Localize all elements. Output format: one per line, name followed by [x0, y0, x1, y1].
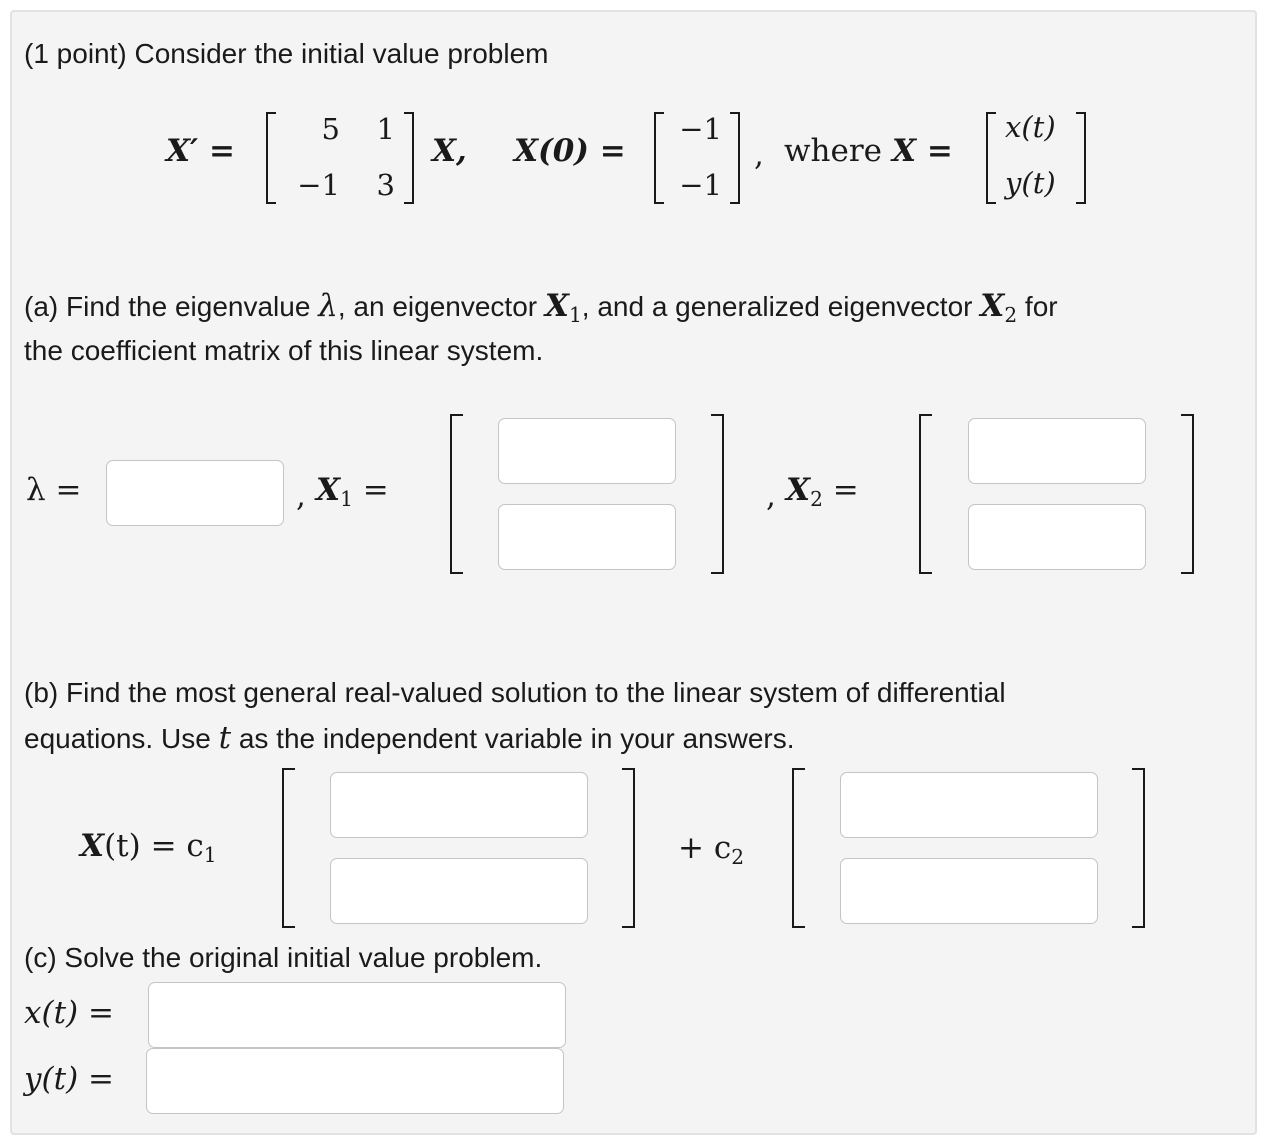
- solution1-left-bracket: [282, 768, 295, 928]
- initial-condition-label: X(0) =: [514, 133, 626, 169]
- x2-component-2-input[interactable]: [968, 504, 1146, 570]
- solution2-component-1-input[interactable]: [840, 772, 1098, 838]
- lambda-label: λ =: [26, 472, 82, 508]
- part-a-text-3: , and a generalized eigenvector: [581, 291, 981, 322]
- solution2-left-bracket: [792, 768, 805, 928]
- where-variable: X =: [892, 133, 953, 169]
- x2-label: $X_2$ =: [786, 472, 859, 512]
- state-right-bracket: [1076, 112, 1086, 204]
- general-solution-label: $X(t) = c_1$: [80, 828, 217, 868]
- x1-left-bracket: [450, 414, 463, 574]
- problem-intro: (1 point) Consider the initial value problem: [24, 38, 549, 69]
- y-of-t-input[interactable]: [146, 1048, 564, 1114]
- comma-before-x2: ,: [766, 478, 776, 514]
- matrix-a12: 1: [376, 112, 395, 146]
- x1-component-1-input[interactable]: [498, 418, 676, 484]
- part-b-question-line1: (b) Find the most general real-valued solution to the linear system of differential: [24, 677, 1006, 708]
- x2-component-1-input[interactable]: [968, 418, 1146, 484]
- state-y: y(t): [1005, 166, 1056, 200]
- x2-right-bracket: [1181, 414, 1194, 574]
- solution2-right-bracket: [1132, 768, 1145, 928]
- part-c-heading: (c) Solve the original initial value problem.: [24, 942, 543, 973]
- ic-value-1: −1: [679, 112, 722, 146]
- where-word: where: [784, 133, 883, 169]
- x1-component-2-input[interactable]: [498, 504, 676, 570]
- x-after-matrix: X,: [432, 133, 467, 169]
- part-a-text-4: for: [1017, 291, 1058, 322]
- plus-c2-label: + $c_2$: [678, 830, 745, 870]
- state-left-bracket: [986, 112, 996, 204]
- x-of-t-label: x(t) =: [24, 995, 114, 1031]
- solution2-component-2-input[interactable]: [840, 858, 1098, 924]
- solution1-right-bracket: [622, 768, 635, 928]
- ic-value-2: −1: [679, 168, 722, 202]
- part-a-question-line2: the coefficient matrix of this linear system.: [24, 335, 544, 366]
- matrix-right-bracket: [404, 112, 414, 204]
- system-comma: ,: [754, 137, 764, 173]
- part-a-text-1: (a) Find the eigenvalue: [24, 291, 319, 322]
- matrix-a11: 5: [321, 112, 340, 146]
- part-a-text-2: , an eigenvector: [337, 291, 545, 322]
- x1-symbol: $X_1$: [544, 288, 582, 328]
- t-variable: t: [218, 720, 232, 756]
- matrix-a22: 3: [376, 168, 395, 202]
- ic-right-bracket: [730, 112, 740, 204]
- x1-label: $X_1$ =: [316, 472, 389, 512]
- state-x: x(t): [1005, 110, 1056, 144]
- solution1-component-2-input[interactable]: [330, 858, 588, 924]
- lambda-symbol: λ: [318, 288, 338, 324]
- matrix-left-bracket: [266, 112, 276, 204]
- comma-before-x1: ,: [296, 478, 306, 514]
- x-prime-label: X′ =: [166, 133, 235, 169]
- x2-left-bracket: [919, 414, 932, 574]
- y-of-t-label: y(t) =: [24, 1061, 114, 1097]
- lambda-input[interactable]: [106, 460, 284, 526]
- matrix-a21: −1: [297, 168, 340, 202]
- part-b-question-line2: equations. Use t as the independent variable in your answers.: [24, 720, 795, 756]
- x2-symbol: $X_2$: [980, 288, 1018, 328]
- solution1-component-1-input[interactable]: [330, 772, 588, 838]
- x1-right-bracket: [711, 414, 724, 574]
- ic-left-bracket: [654, 112, 664, 204]
- x-of-t-input[interactable]: [148, 982, 566, 1048]
